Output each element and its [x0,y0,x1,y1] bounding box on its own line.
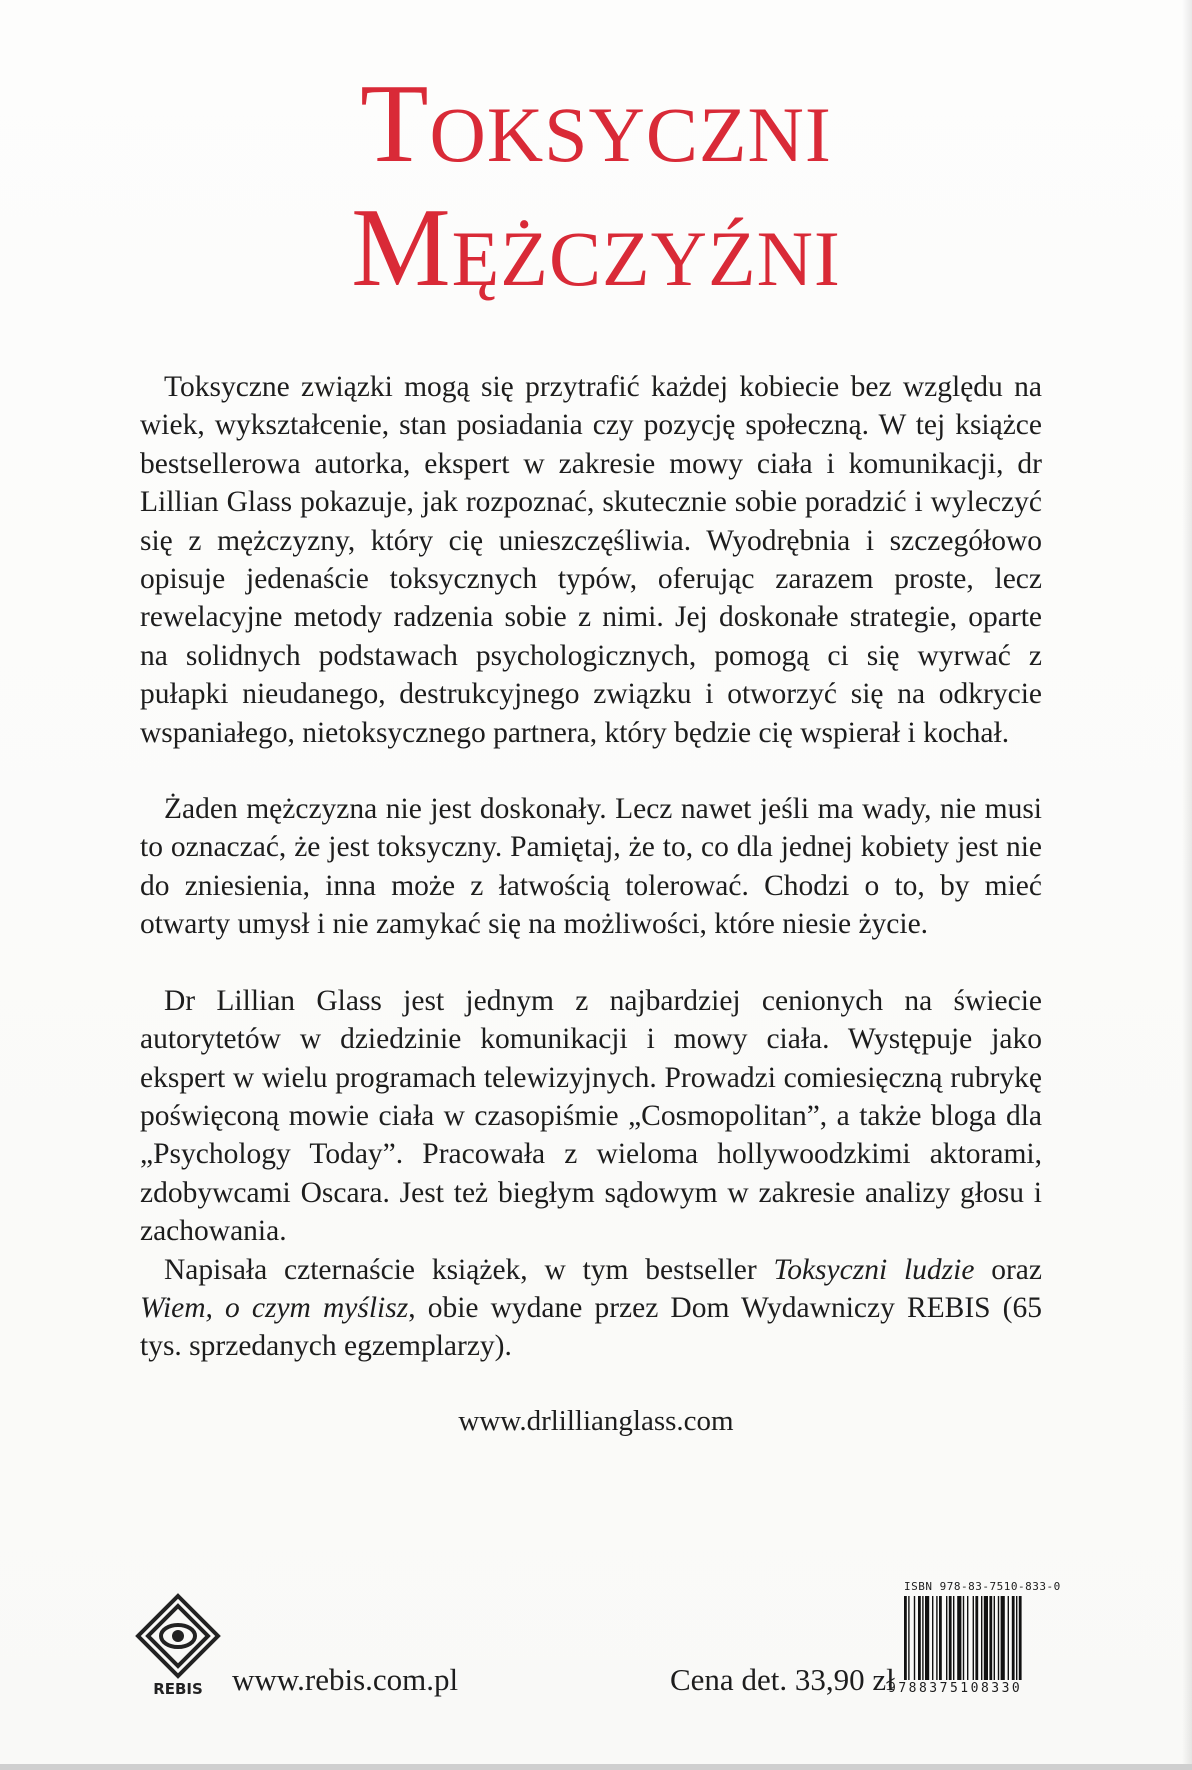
barcode-bar [918,1596,921,1680]
blurb [140,368,1042,1366]
barcode-bar [963,1596,964,1680]
barcode-bar [1001,1596,1005,1680]
barcode-bar [989,1596,992,1680]
barcode-bar [925,1596,929,1680]
blurb-paragraph-2: Żaden mężczyzna nie jest doskonały. Lecz nawet jeśli ma wady, nie musi to oznaczać, że jest toksyczny. Pamiętaj, że to, co dla jednej kobiety jest nie do zniesienia, inna może z łatwością tolerować. Chodzi o to, by mieć otwarty umysł i nie zamykać się na możliwości, które niesie życie. [140,793,1042,941]
book-title [0,62,1192,310]
barcode-bar [908,1596,909,1680]
barcode-bar [994,1596,995,1680]
rebis-logo-text: REBIS [153,1680,203,1698]
title-line-2: Mężczyźni [351,186,841,310]
author-books-paragraph [140,1251,1042,1366]
barcode-bar [953,1596,954,1680]
barcode-bar [914,1596,915,1680]
barcode-icon [902,1596,1078,1680]
barcode-bar [957,1596,961,1680]
blurb-paragraph-1: Toksyczne związki mogą się przytrafić każdej kobiecie bez względu na wiek, wykształcenie, stan posiadania czy pozycję społeczną. W tej książce bestsellerowa autorka, ekspert w zakresie mowy ciała i komunikacji, dr Lillian Glass pokazuje, jak rozpoznać, skutecznie sobie poradzić i wyleczyć się z mężczyzny, który cię unieszczęśliwia. Wyodrębnia i szczegółowo opisuje jedenaście toksycznych typów, oferując zarazem proste, lecz rewelacyjne metody radzenia sobie z nimi. Jej doskonałe strategie, oparte na solidnych podstawach psychologicznych, pomogą ci się wyrwać z pułapki nieudanego, destrukcyjnego związku i otworzyć się na odkrycie wspaniałego, nietoksycznego partnera, który będzie cię wspierał i kochał. [140,371,1042,749]
price-label: Cena det. 33,90 zł [670,1662,895,1697]
barcode-bar [1016,1596,1017,1680]
barcode-bar [939,1596,942,1680]
barcode-bar [1008,1596,1009,1680]
page-bottom-edge [0,1764,1192,1770]
title-line-1: Toksyczni [360,62,832,186]
barcode-bar [981,1596,982,1680]
barcode-digits: 9788375108330 [888,1681,1023,1696]
barcode-bar [975,1596,978,1680]
barcode-bar [946,1596,947,1680]
books-text-a: Napisała czternaście książek, w tym bestseller [164,1253,774,1286]
barcode-bar [949,1596,952,1680]
author-bio-paragraph: Dr Lillian Glass jest jednym z najbardziej cenionych na świecie autorytetów w dziedzinie komunikacji i mowy ciała. Występuje jako ekspert w wielu programach telewizyjnych. Prowadzi comiesięczną rubrykę poświęconą mowie ciała w czasopiśmie „Cosmopolitan”, a także bloga dla „Psychology Today”. Pracowała z wieloma hollywoodzkimi aktorami, zdobywcami Oscara. Jest też biegłym sądowym w zakresie analizy głosu i zachowania. [140,984,1042,1248]
isbn-label: ISBN 978-83-7510-833-0 [904,1580,1061,1593]
barcode-bar [922,1596,923,1680]
barcode-bar [973,1596,974,1680]
author-website: www.drlillianglass.com [458,1405,734,1437]
barcode-bar [904,1596,907,1680]
publisher-url: www.rebis.com.pl [232,1662,459,1697]
book-title-toksyczni-ludzie: Toksyczni ludzie [773,1253,975,1286]
barcode-bar [936,1596,937,1680]
barcode-bar [1012,1596,1015,1680]
barcode-bar [967,1596,968,1680]
barcode-bar [1019,1596,1022,1680]
barcode-bar [998,1596,999,1680]
barcode-bar [932,1596,933,1680]
books-text-b: oraz [974,1253,1042,1286]
book-title-wiem-o-czym-myslisz: Wiem, o czym myślisz [140,1291,409,1324]
books-text-c: , obie wydane przez Dom Wydawniczy REBIS (65 tys. sprzedanych egzemplarzy). [140,1291,1042,1363]
page-edge-shadow [1182,0,1192,1770]
barcode-bar [984,1596,988,1680]
rebis-logo-icon [130,1592,226,1698]
